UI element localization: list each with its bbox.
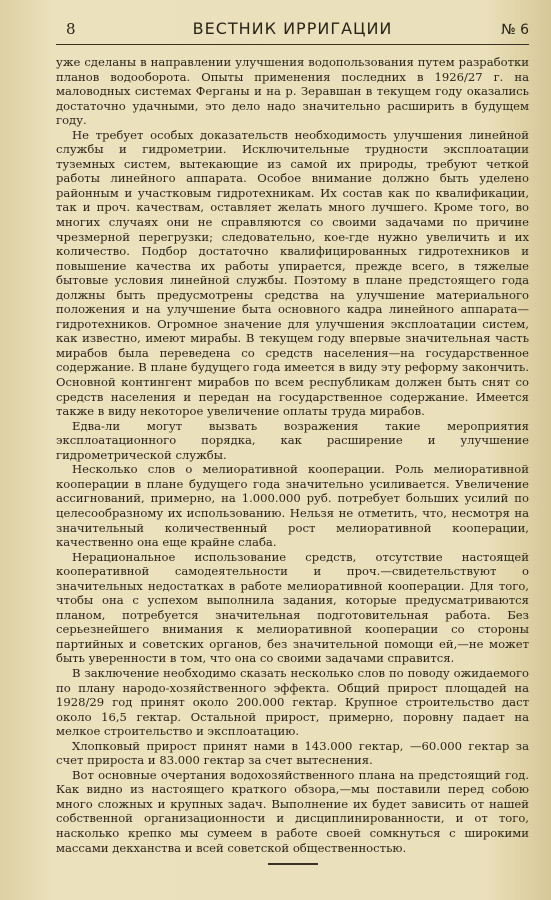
article-body xyxy=(56,55,529,855)
paragraph-line-service: Не требует особых доказательств необходимость улучшения линейной службы и гидрометрии. Исключительные трудности эксплоатации туземных систем, вытекающие из самой их природы, требуют четкой работы линейного аппарата. Особое внимание должно быть уделено районным и участковым гидротехникам. Их состав как по квалификации, так и проч. качествам, оставляет желать много лучшего. Кроме того, во многих случаях они не справляются со своими задачами по причине чрезмерной перегрузки; следовательно, кое-где нужно увеличить и их количество. Подбор достаточно квалифицированных гидротехников и повышение качества их работы упирается, прежде всего, в тяжелые бытовые условия линейной службы. Поэтому в плане предстоящего года должны быть предусмотрены средства на улучшение материального положения и на улучшение быта основного кадра линейного аппарата—гидротехников. Огромное значение для улучшения эксплоатации систем, как известно, имеют мирабы. В текущем году впервые значительная часть мирабов была переведена со средств населения—на государственное содержание. В плане будущего года имеется в виду эту реформу закончить. Основной контингент мирабов по всем республикам должен быть снят со средств населения и передан на государственное содержание. Имеется также в виду некоторое увеличение оплаты труда мирабов. xyxy=(56,127,529,419)
page-number: 8 xyxy=(66,20,76,38)
issue-number: № 6 xyxy=(501,22,529,38)
paragraph-hydrometry: Едва-ли могут вызвать возражения такие мероприятия эксплоатационного порядка, как расширение и улучшение гидрометрической службы. xyxy=(56,418,529,462)
paragraph-cotton-growth: Хлопковый прирост принят нами в 143.000 гектар, —60.000 гектар за счет прироста и 83.000 гектар за счет вытеснения. xyxy=(56,738,529,768)
running-header xyxy=(56,14,529,45)
paragraph-conclusion-effect: В заключение необходимо сказать несколько слов по поводу ожидаемого по плану народо-хозяйственного эффекта. Общий прирост площадей на 1928/29 год принят около 200.000 гектар. Крупное строительство даст около 16,5 гектар. Остальной прирост, примерно, поровну падает на мелкое строительство и эксплоатацию. xyxy=(56,665,529,739)
end-of-article-rule xyxy=(268,863,318,865)
paragraph-final: Вот основные очертания водохозяйственного плана на предстоящий год. Как видно из настоящего краткого обзора,—мы поставили перед собою много сложных и крупных задач. Выполнение их будет зависить от нашей собственной организационности и дисциплинированности, и от того, насколько крепко мы сумеем в работе своей сомкнуться с широкими массами декханства и всей советской общественностью. xyxy=(56,767,529,855)
paragraph-continuation: уже сделаны в направлении улучшения водопользования путем разработки планов водооборота. Опыты применения последних в 1926/27 г. на маловодных системах Ферганы и на р. Зеравшан в текущем году оказались достаточно удачными, это дело надо значительно расширить в будущем году. xyxy=(56,55,529,128)
paragraph-cooperation: Несколько слов о мелиоративной кооперации. Роль мелиоративной кооперации в плане будущего года значительно усиливается. Увеличение ассигнований, примерно, на 1.000.000 руб. потребует больших усилий по целесообразному их использованию. Нельзя не отметить, что, несмотря на значительный количественный рост мелиоративной кооперации, качественно она еще крайне слаба. xyxy=(56,462,529,550)
journal-title: ВЕСТНИК ИРРИГАЦИИ xyxy=(192,19,393,38)
paragraph-cooperation-issues: Нерациональное использование средств, отсутствие настоящей кооперативной самодеятельности и проч.—свидетельствуют о значительных недостатках в работе мелиоративной кооперации. Для того, чтобы она с успехом выполнила задания, которые предусматриваются планом, потребуется значительная подготовительная работа. Без серьезнейшего внимания к мелиоративной кооперации со стороны партийных и советских органов, без значительной помощи ей,—не может быть уверенности в том, что она со своими задачами справится. xyxy=(56,549,529,666)
